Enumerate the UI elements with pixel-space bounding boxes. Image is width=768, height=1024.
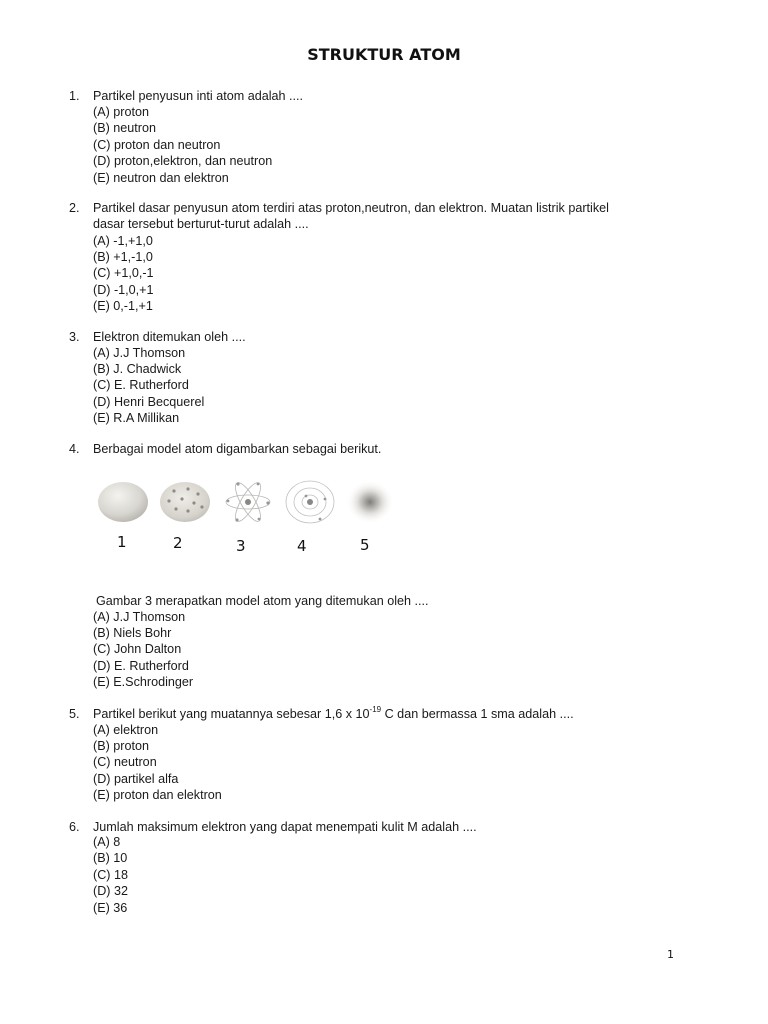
figure-label-5: 5 (360, 536, 370, 554)
exponent: -19 (369, 704, 382, 714)
option-a: (A) J.J Thomson (93, 346, 186, 360)
option-b: (B) Niels Bohr (93, 626, 172, 640)
option-c: (C) +1,0,-1 (93, 266, 154, 280)
question-number: 2. (69, 201, 80, 215)
option-b: (B) J. Chadwick (93, 362, 182, 376)
option-d: (D) partikel alfa (93, 772, 179, 786)
question-text (93, 706, 574, 722)
option-b: (B) 10 (93, 851, 128, 865)
question-text-pre: Partikel berikut yang muatannya sebesar 1,6 x 10 (93, 707, 370, 721)
question-text-continued: dasar tersebut berturut-turut adalah .... (93, 217, 309, 231)
option-d: (D) Henri Becquerel (93, 395, 205, 409)
option-a: (A) J.J Thomson (93, 610, 186, 624)
question-number: 4. (69, 442, 80, 456)
option-c: (C) 18 (93, 868, 128, 882)
page-title: STRUKTUR ATOM (307, 45, 461, 64)
question-followup-text: Gambar 3 merapatkan model atom yang ditemukan oleh .... (96, 594, 429, 608)
question-text: Partikel penyusun inti atom adalah .... (93, 89, 304, 103)
dalton-atom-model-image (96, 478, 150, 528)
option-b: (B) +1,-1,0 (93, 250, 153, 264)
option-b: (B) proton (93, 739, 149, 753)
option-e: (E) 0,-1,+1 (93, 299, 153, 313)
electron-cloud-atom-model-image (344, 476, 396, 528)
question-number: 6. (69, 820, 80, 834)
question-text: Elektron ditemukan oleh .... (93, 330, 246, 344)
rutherford-atom-model-image (220, 474, 276, 530)
option-c: (C) John Dalton (93, 642, 182, 656)
option-d: (D) E. Rutherford (93, 659, 189, 673)
bohr-atom-model-image (282, 474, 338, 530)
option-e: (E) proton dan elektron (93, 788, 222, 802)
thomson-atom-model-image (158, 478, 212, 528)
option-a: (A) proton (93, 105, 149, 119)
option-e: (E) 36 (93, 901, 128, 915)
page-number: 1 (667, 948, 674, 961)
option-e: (E) neutron dan elektron (93, 171, 229, 185)
question-text: Jumlah maksimum elektron yang dapat menempati kulit M adalah .... (93, 820, 477, 834)
option-e: (E) R.A Millikan (93, 411, 180, 425)
option-d: (D) -1,0,+1 (93, 283, 154, 297)
option-d: (D) 32 (93, 884, 128, 898)
option-a: (A) elektron (93, 723, 159, 737)
question-text: Partikel dasar penyusun atom terdiri atas proton,neutron, dan elektron. Muatan listrik partikel (93, 201, 609, 215)
question-number: 1. (69, 89, 80, 103)
question-text: Berbagai model atom digambarkan sebagai berikut. (93, 442, 382, 456)
option-c: (C) E. Rutherford (93, 378, 189, 392)
option-c: (C) proton dan neutron (93, 138, 221, 152)
option-d: (D) proton,elektron, dan neutron (93, 154, 273, 168)
question-text-post: C dan bermassa 1 sma adalah .... (381, 707, 574, 721)
question-number: 3. (69, 330, 80, 344)
atom-models-figure (90, 470, 410, 565)
option-a: (A) -1,+1,0 (93, 234, 153, 248)
option-c: (C) neutron (93, 755, 157, 769)
figure-label-1: 1 (117, 533, 127, 551)
option-e: (E) E.Schrodinger (93, 675, 194, 689)
option-a: (A) 8 (93, 835, 121, 849)
figure-label-4: 4 (297, 537, 307, 555)
option-b: (B) neutron (93, 121, 156, 135)
question-number: 5. (69, 707, 80, 721)
figure-label-3: 3 (236, 537, 246, 555)
figure-label-2: 2 (173, 534, 183, 552)
